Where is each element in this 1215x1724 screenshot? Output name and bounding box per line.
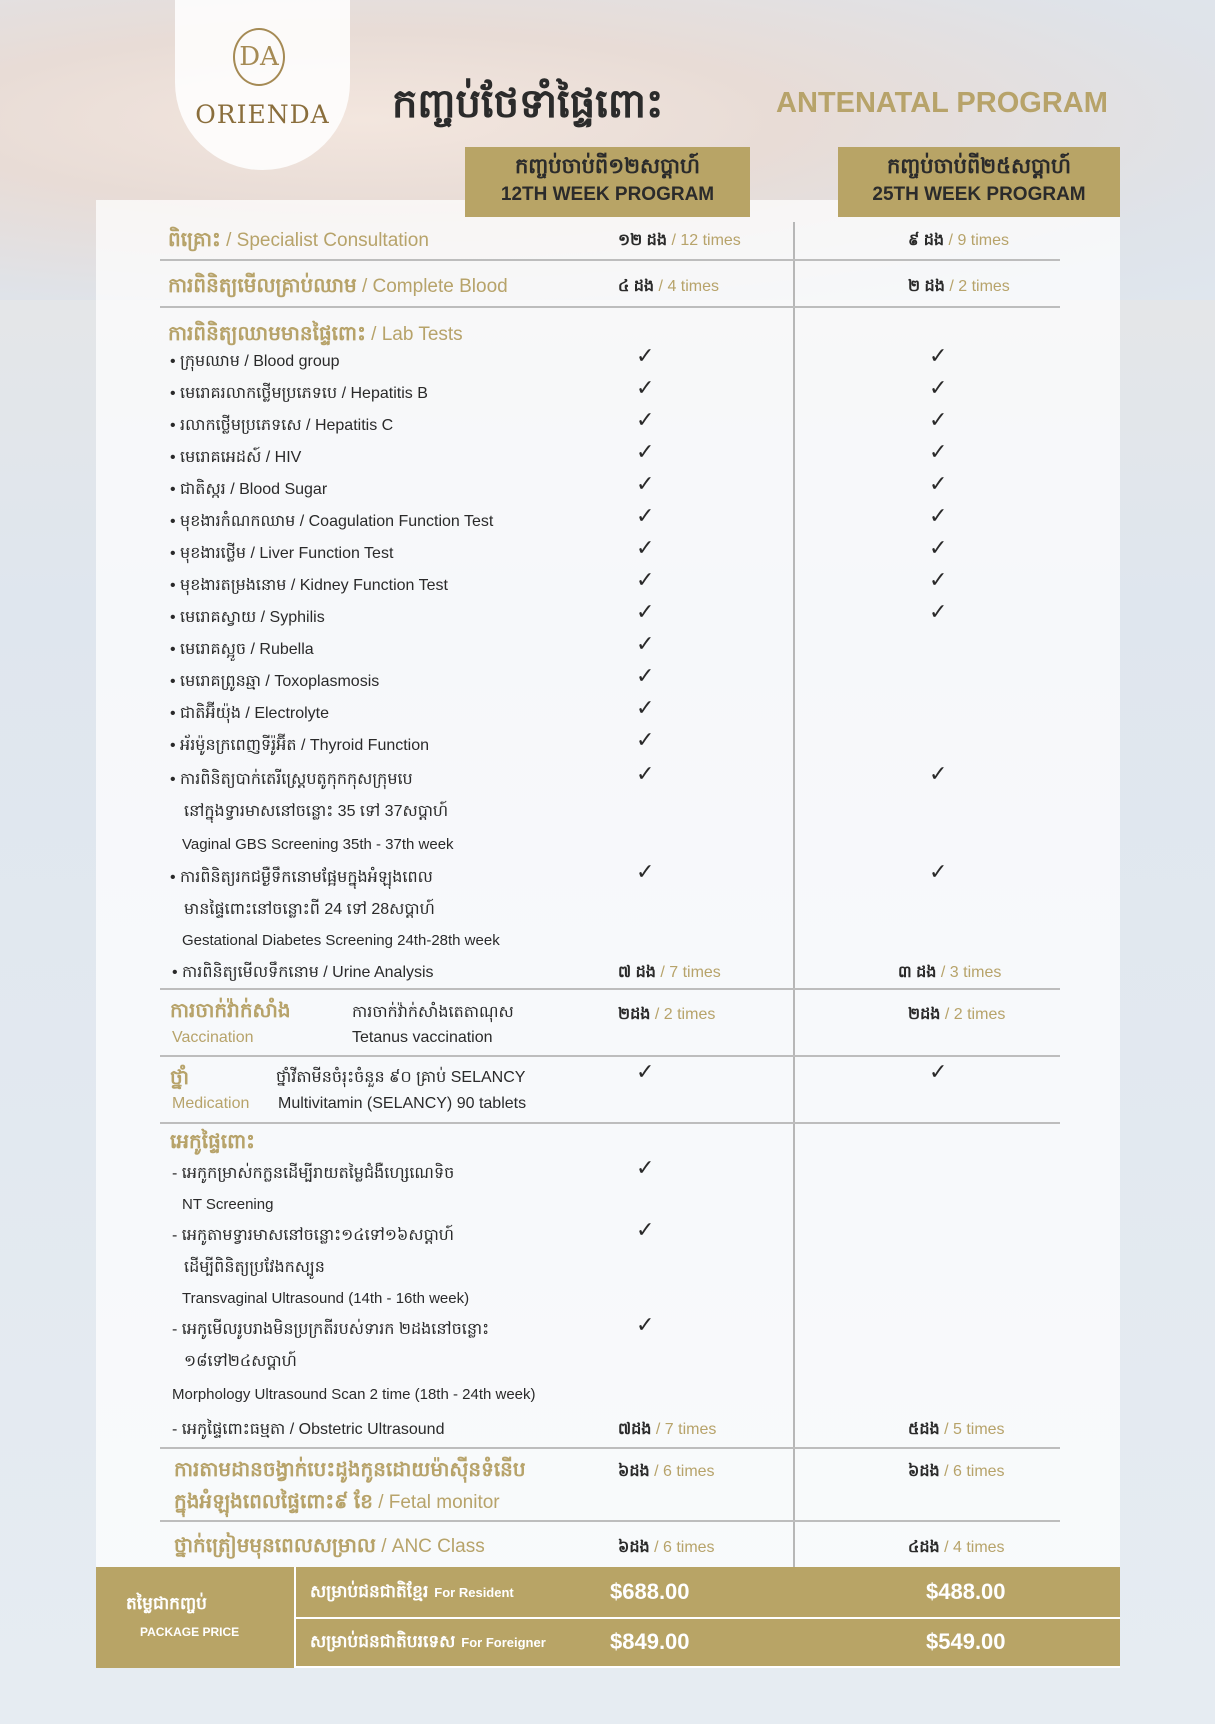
lab-test-item: • អ័រម៉ូនក្រពេញទីរ៉ូអ៊ីត / Thyroid Function bbox=[170, 737, 430, 754]
row-complete-blood-label: ការពិនិត្យមើលគ្រាប់ឈាម / Complete Blood bbox=[168, 275, 508, 297]
vaccination-25-week-value: ២ដង / 2 times bbox=[908, 1006, 1006, 1023]
lab-test-item: • មេរោគព្រូនឆ្មា / Toxoplasmosis bbox=[170, 673, 380, 690]
obstetric-ultrasound-label: - អេកូផ្ទៃពោះធម្មតា / Obstetric Ultrasound bbox=[172, 1421, 445, 1438]
medication-heading-km: ថ្នាំ bbox=[170, 1067, 190, 1089]
check-icon: ✓ bbox=[929, 472, 948, 497]
nt-screening-km: - អេកូកម្រាស់កក្លនដើម្បីរាយតម្លៃជំងឺហ្សេណេទិច bbox=[172, 1165, 455, 1182]
fetal-monitor-line1: ការតាមដានចង្វាក់បេះដូងកូនដោយម៉ាស៊ីនទំនើប bbox=[174, 1459, 526, 1481]
check-icon: ✓ bbox=[929, 600, 948, 625]
package-price-label-km: តម្លៃជាកញ្ចប់ bbox=[126, 1594, 207, 1614]
footer-divider bbox=[294, 1617, 1120, 1619]
transvaginal-line1: - អេកូតាមទ្វារមាសនៅចន្លោះ១៤ទៅ១៦សប្តាហ៍ bbox=[172, 1227, 455, 1244]
column-header-km: កញ្ចប់ចាប់ពី២៥សប្តាហ៍ bbox=[886, 154, 1072, 178]
check-icon: ✓ bbox=[929, 536, 948, 561]
check-icon: ✓ bbox=[636, 344, 655, 369]
column-header-km: កញ្ចប់ចាប់ពី១២សប្តាហ៍ bbox=[514, 154, 701, 178]
check-icon: ✓ bbox=[636, 408, 655, 433]
medication-item-en: Multivitamin (SELANCY) 90 tablets bbox=[278, 1095, 527, 1112]
lab-test-item: • មុខងារថ្លើម / Liver Function Test bbox=[170, 545, 394, 562]
foreigner-label: សម្រាប់ជនជាតិបរទេស For Foreigner bbox=[310, 1632, 546, 1652]
column-header-en: 12TH WEEK PROGRAM bbox=[500, 184, 715, 205]
check-icon: ✓ bbox=[929, 568, 948, 593]
vaccination-heading-en: Vaccination bbox=[172, 1029, 254, 1046]
lab-tests-heading: ការពិនិត្យឈាមមានផ្ទៃពោះ / Lab Tests bbox=[168, 323, 463, 345]
lab-test-item: • រលាកថ្លើមប្រភេទសេ / Hepatitis C bbox=[170, 417, 394, 434]
check-icon: ✓ bbox=[929, 408, 948, 433]
check-icon: ✓ bbox=[636, 1060, 655, 1085]
gbs-english: Vaginal GBS Screening 35th - 37th week bbox=[182, 836, 454, 853]
urine-analysis-label: • ការពិនិត្យមើលទឹកនោម / Urine Analysis bbox=[172, 964, 434, 981]
medication-item-km: ថ្នាំវីតាមីនចំរុះចំនួន ៩០ គ្រាប់ SELANCY bbox=[276, 1069, 526, 1086]
check-icon: ✓ bbox=[636, 1218, 655, 1243]
page-title-km: កញ្ចប់ថែទាំផ្ទៃពោះ bbox=[392, 81, 664, 127]
check-icon: ✓ bbox=[636, 860, 655, 885]
check-icon: ✓ bbox=[929, 440, 948, 465]
morphology-line1: - អេកូមើលរូបរាងមិនប្រក្រតីរបស់ទារក ២ដងនៅចន្លោះ bbox=[172, 1321, 490, 1338]
check-icon: ✓ bbox=[929, 504, 948, 529]
lab-test-item: • ជាតិស្ករ / Blood Sugar bbox=[170, 481, 328, 498]
check-icon: ✓ bbox=[636, 440, 655, 465]
row-divider bbox=[160, 988, 1060, 990]
fetal-monitor-12-week-value: ៦ដង / 6 times bbox=[618, 1463, 715, 1480]
check-icon: ✓ bbox=[929, 344, 948, 369]
row-divider bbox=[160, 259, 1060, 261]
anc-25-week-value: ៤ដង / 4 times bbox=[908, 1539, 1005, 1556]
ultrasound-heading: អេកូផ្ទៃពោះ bbox=[170, 1131, 255, 1153]
anc-class-label: ថ្នាក់ត្រៀមមុនពេលសម្រាល / ANC Class bbox=[174, 1535, 485, 1557]
check-icon: ✓ bbox=[636, 632, 655, 657]
obstetric-12-week-value: ៧ដង / 7 times bbox=[618, 1421, 717, 1438]
foreigner-price-12-week: $849.00 bbox=[610, 1629, 690, 1654]
complete-blood-12-week-value: ៤ ដង / 4 times bbox=[618, 278, 720, 295]
check-icon: ✓ bbox=[636, 504, 655, 529]
check-icon: ✓ bbox=[636, 762, 655, 787]
urine-25-week-value: ៣ ដង / 3 times bbox=[898, 964, 1002, 981]
row-divider bbox=[160, 1122, 1060, 1124]
vaccination-12-week-value: ២ដង / 2 times bbox=[618, 1006, 716, 1023]
lab-test-item: • ជាតិអ៊ីយ៉ុង / Electrolyte bbox=[170, 705, 330, 722]
check-icon: ✓ bbox=[636, 376, 655, 401]
package-price-footer bbox=[96, 1567, 1120, 1668]
column-header-en: 25TH WEEK PROGRAM bbox=[872, 184, 1086, 205]
check-icon: ✓ bbox=[636, 696, 655, 721]
urine-12-week-value: ៧ ដង / 7 times bbox=[618, 964, 721, 981]
morphology-en: Morphology Ultrasound Scan 2 time (18th - 24th week) bbox=[172, 1386, 536, 1403]
check-icon: ✓ bbox=[636, 1313, 655, 1338]
column-divider bbox=[793, 222, 795, 1567]
lab-test-item: • មេរោគអេដស៍ / HIV bbox=[170, 449, 302, 466]
row-divider bbox=[160, 1520, 1060, 1522]
row-divider bbox=[160, 306, 1060, 308]
check-icon: ✓ bbox=[929, 762, 948, 787]
check-icon: ✓ bbox=[636, 1156, 655, 1181]
fetal-monitor-line2: ក្នុងអំឡុងពេលផ្ទៃពោះ៩ ខែ / Fetal monitor bbox=[174, 1491, 500, 1513]
check-icon: ✓ bbox=[929, 1060, 948, 1085]
logo-mark: DA bbox=[233, 28, 285, 86]
logo-badge bbox=[175, 0, 350, 170]
lab-test-item: • មេរោគស្អូច / Rubella bbox=[170, 641, 314, 658]
transvaginal-en: Transvaginal Ultrasound (14th - 16th week) bbox=[182, 1290, 470, 1307]
vaccination-item-km: ការចាក់វ៉ាក់សាំងតេតាណុស bbox=[352, 1004, 514, 1021]
lab-test-item: • មេរោគស្វាយ / Syphilis bbox=[170, 609, 325, 626]
consultation-25-week-value: ៩ ដង / 9 times bbox=[908, 232, 1010, 249]
footer-divider bbox=[294, 1666, 1120, 1668]
resident-price-12-week: $688.00 bbox=[610, 1579, 690, 1604]
fetal-monitor-25-week-value: ៦ដង / 6 times bbox=[908, 1463, 1005, 1480]
check-icon: ✓ bbox=[636, 568, 655, 593]
logo-name: ORIENDA bbox=[195, 100, 330, 129]
check-icon: ✓ bbox=[636, 664, 655, 689]
package-price-label-en: PACKAGE PRICE bbox=[140, 1625, 240, 1639]
check-icon: ✓ bbox=[929, 376, 948, 401]
vaccination-heading-km: ការចាក់វ៉ាក់សាំង bbox=[170, 1000, 291, 1022]
row-consultation-label: ពិគ្រោះ / Specialist Consultation bbox=[168, 229, 429, 251]
column-header-25-week bbox=[838, 147, 1120, 217]
consultation-12-week-value: ១២ ដង / 12 times bbox=[618, 232, 741, 249]
anc-12-week-value: ៦ដង / 6 times bbox=[618, 1539, 715, 1556]
complete-blood-25-week-value: ២ ដង / 2 times bbox=[908, 278, 1010, 295]
check-icon: ✓ bbox=[636, 600, 655, 625]
check-icon: ✓ bbox=[636, 728, 655, 753]
obstetric-25-week-value: ៥ដង / 5 times bbox=[908, 1421, 1005, 1438]
check-icon: ✓ bbox=[636, 536, 655, 561]
lab-test-item: • មុខងារតម្រងនោម / Kidney Function Test bbox=[170, 577, 448, 594]
check-icon: ✓ bbox=[929, 860, 948, 885]
row-divider bbox=[160, 1447, 1060, 1449]
lab-test-item: • មុខងារកំណកឈាម / Coagulation Function Test bbox=[170, 513, 494, 530]
vaccination-item-en: Tetanus vaccination bbox=[352, 1029, 493, 1046]
check-icon: ✓ bbox=[636, 472, 655, 497]
nt-screening-en: NT Screening bbox=[182, 1196, 274, 1213]
gbs-line2: នៅក្នុងទ្វារមាសនៅចន្លោះ 35 ទៅ 37សប្តាហ៍ bbox=[184, 803, 449, 820]
gbs-line1: • ការពិនិត្យបាក់តេរីស្រ្តេបតូកុកកុសក្រុមបេ bbox=[170, 771, 413, 788]
resident-price-25-week: $488.00 bbox=[926, 1579, 1006, 1604]
morphology-line2: ១៨ទៅ២៤សប្តាហ៍ bbox=[184, 1353, 297, 1370]
resident-label: សម្រាប់ជនជាតិខ្មែរ For Resident bbox=[310, 1582, 514, 1602]
gdm-english: Gestational Diabetes Screening 24th-28th week bbox=[182, 932, 500, 949]
gdm-line2: មានផ្ទៃពោះនៅចន្លោះពី 24 ទៅ 28សប្តាហ៍ bbox=[184, 901, 435, 918]
row-divider bbox=[160, 1055, 1060, 1057]
transvaginal-line2: ដើម្បីពិនិត្យប្រវែងកស្បូន bbox=[184, 1259, 325, 1276]
foreigner-price-25-week: $549.00 bbox=[926, 1629, 1006, 1654]
page-title-en: ANTENATAL PROGRAM bbox=[776, 87, 1108, 119]
lab-test-item: • ក្រុមឈាម / Blood group bbox=[170, 353, 340, 370]
lab-test-item: • មេរោគរលាកថ្លើមប្រភេទបេ / Hepatitis B bbox=[170, 385, 428, 402]
gdm-line1: • ការពិនិត្យរកជម្ងឺទឹកនោមផ្អែមក្នុងអំឡុងពេល bbox=[170, 869, 433, 886]
column-header-12-week bbox=[465, 147, 750, 217]
medication-heading-en: Medication bbox=[172, 1095, 250, 1112]
